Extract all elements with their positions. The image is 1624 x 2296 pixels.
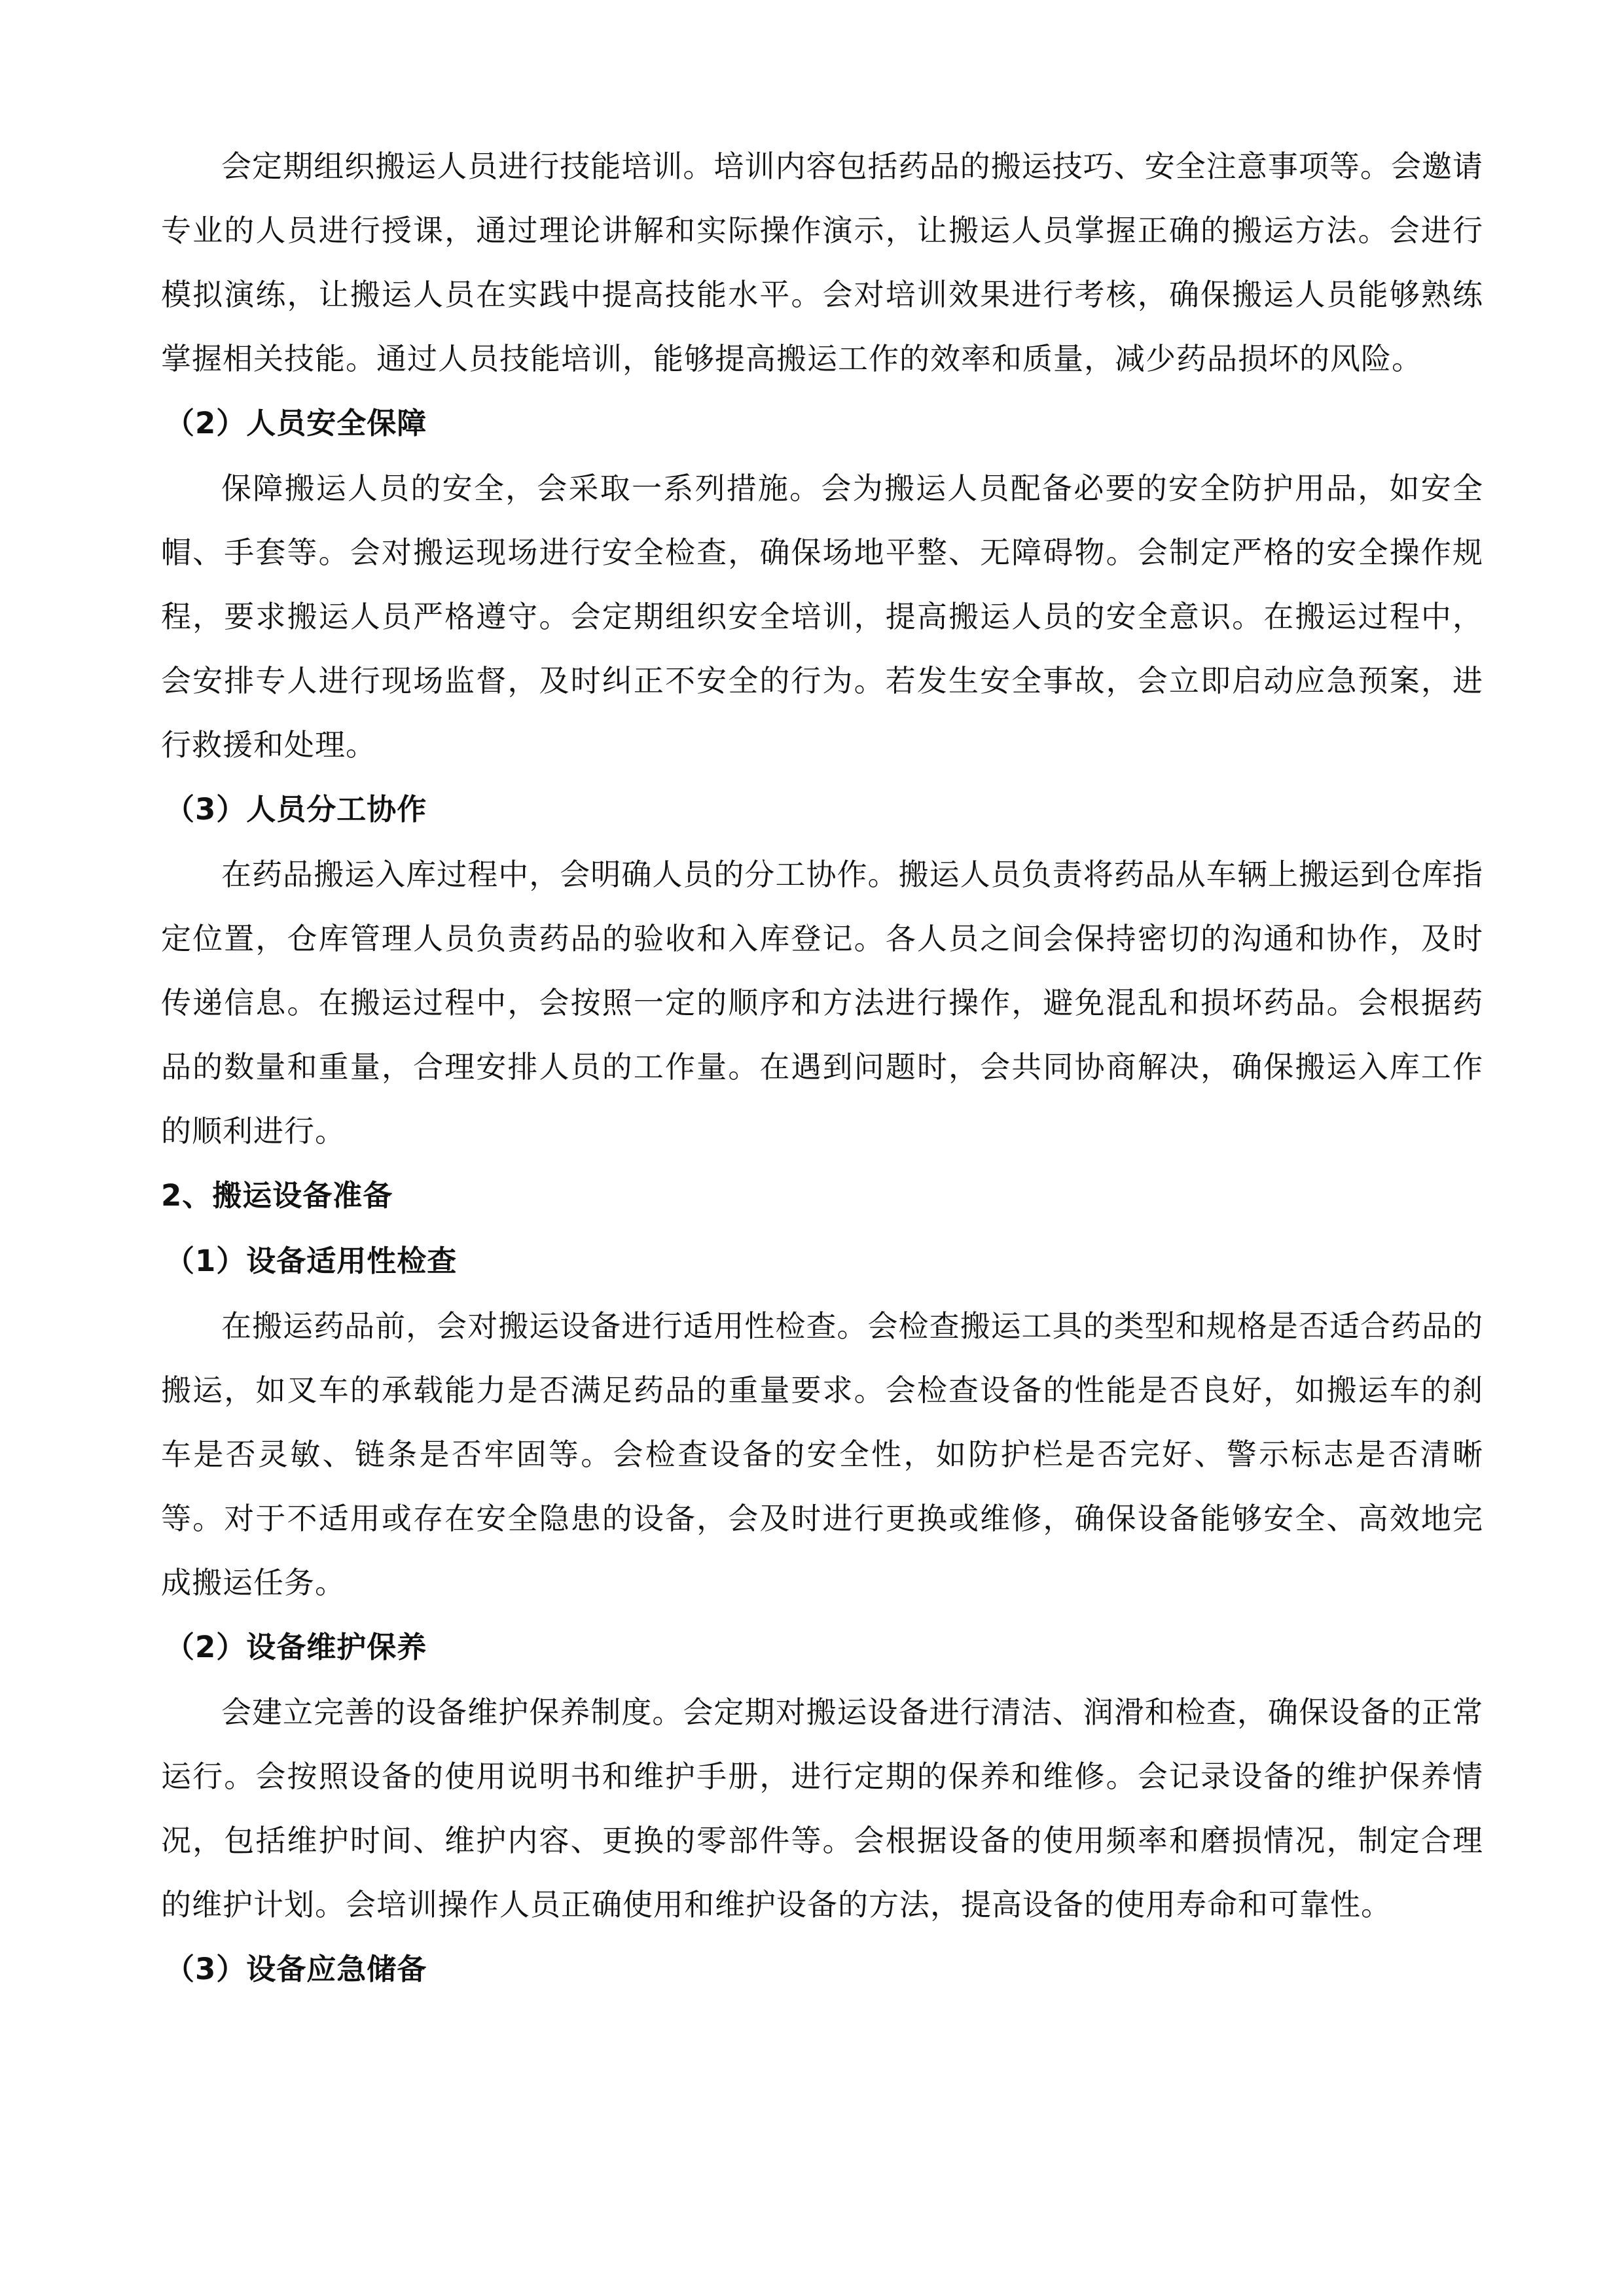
paragraph-equipment-maintenance: 会建立完善的设备维护保养制度。会定期对搬运设备进行清洁、润滑和检查，确保设备的正常运行。会按照设备的使用说明书和维护手册，进行定期的保养和维修。会记录设备的维护保养情况，包括维护时间、维护内容、更换的零部件等。会根据设备的使用频率和磨损情况，制定合理的维护计划。会培训操作人员正确使用和维护设备的方法，提高设备的使用寿命和可靠性。 [161, 1695, 1483, 1922]
paragraph-equipment-suitability: 在搬运药品前，会对搬运设备进行适用性检查。会检查搬运工具的类型和规格是否适合药品的搬运，如叉车的承载能力是否满足药品的重量要求。会检查设备的性能是否良好，如搬运车的刹车是否灵敏、链条是否牢固等。会检查设备的安全性，如防护栏是否完好、警示标志是否清晰等。对于不适用或存在安全隐患的设备，会及时进行更换或维修，确保设备能够安全、高效地完成搬运任务。 [161, 1308, 1483, 1600]
document-page [161, 134, 1483, 2002]
paragraph-skill-training: 会定期组织搬运人员进行技能培训。培训内容包括药品的搬运技巧、安全注意事项等。会邀请专业的人员进行授课，通过理论讲解和实际操作演示，让搬运人员掌握正确的搬运方法。会进行模拟演练，让搬运人员在实践中提高技能水平。会对培训效果进行考核，确保搬运人员能够熟练掌握相关技能。通过人员技能培训，能够提高搬运工作的效率和质量，减少药品损坏的风险。 [161, 149, 1483, 376]
heading-division-of-labor: （3）人员分工协作 [165, 792, 427, 827]
heading-equipment-suitability: （1）设备适用性检查 [165, 1244, 458, 1278]
heading-personnel-safety: （2）人员安全保障 [165, 406, 427, 440]
heading-equipment-preparation: 2、搬运设备准备 [161, 1178, 393, 1213]
paragraph-personnel-safety: 保障搬运人员的安全，会采取一系列措施。会为搬运人员配备必要的安全防护用品，如安全帽、手套等。会对搬运现场进行安全检查，确保场地平整、无障碍物。会制定严格的安全操作规程，要求搬运人员严格遵守。会定期组织安全培训，提高搬运人员的安全意识。在搬运过程中，会安排专人进行现场监督，及时纠正不安全的行为。若发生安全事故，会立即启动应急预案，进行救援和处理。 [161, 471, 1483, 762]
heading-equipment-maintenance: （2）设备维护保养 [165, 1630, 427, 1664]
heading-equipment-emergency: （3）设备应急储备 [165, 1952, 427, 1986]
paragraph-division-of-labor: 在药品搬运入库过程中，会明确人员的分工协作。搬运人员负责将药品从车辆上搬运到仓库指定位置，仓库管理人员负责药品的验收和入库登记。各人员之间会保持密切的沟通和协作，及时传递信息。在搬运过程中，会按照一定的顺序和方法进行操作，避免混乱和损坏药品。会根据药品的数量和重量，合理安排人员的工作量。在遇到问题时，会共同协商解决，确保搬运入库工作的顺利进行。 [161, 857, 1483, 1149]
